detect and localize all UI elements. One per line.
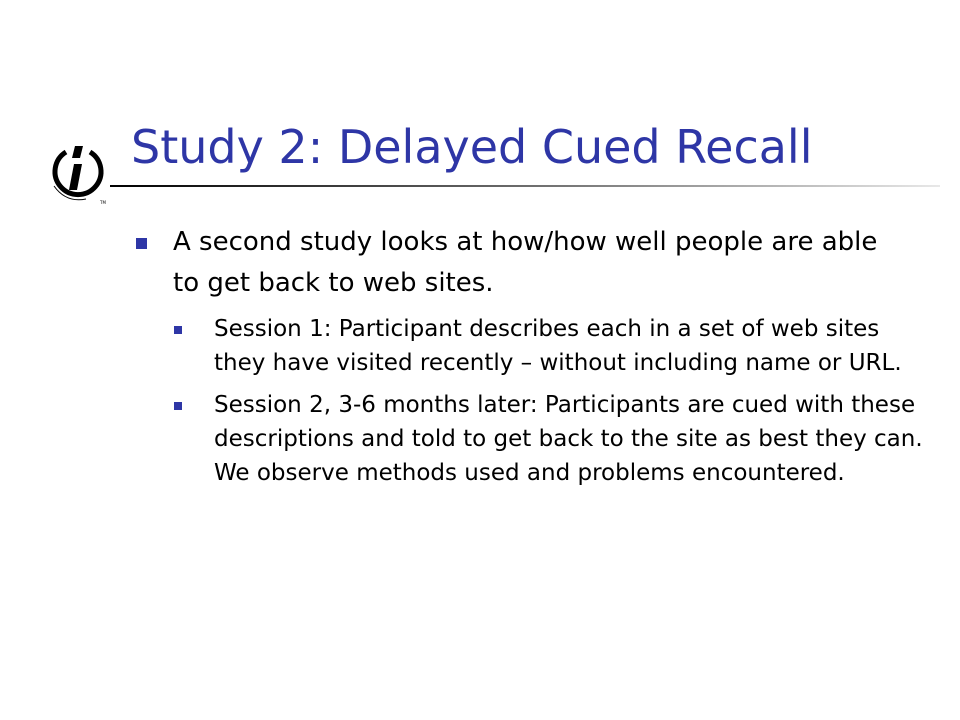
bullet-item <box>133 222 933 490</box>
sub-bullet-list <box>173 312 933 490</box>
square-bullet-icon <box>136 238 147 249</box>
sub-bullet-text: Session 1: Participant describes each in a set of web sites they have visited recently – without including name or URL. <box>214 316 902 376</box>
square-bullet-icon <box>174 402 182 410</box>
square-bullet-icon <box>174 326 182 334</box>
sub-bullet-text: Session 2, 3-6 months later: Participants are cued with these descriptions and told to get back to the site as best they can. We observe methods used and problems encountered. <box>214 392 923 486</box>
bullet-list <box>133 222 933 498</box>
svg-text:TM: TM <box>100 200 106 205</box>
bullet-text: A second study looks at how/how well people are able to get back to web sites. <box>173 227 878 298</box>
slide-title: Study 2: Delayed Cued Recall <box>131 120 813 174</box>
sub-bullet-item <box>173 388 933 490</box>
title-underline <box>110 185 940 187</box>
sub-bullet-item <box>173 312 933 380</box>
information-school-logo-icon <box>40 140 112 212</box>
